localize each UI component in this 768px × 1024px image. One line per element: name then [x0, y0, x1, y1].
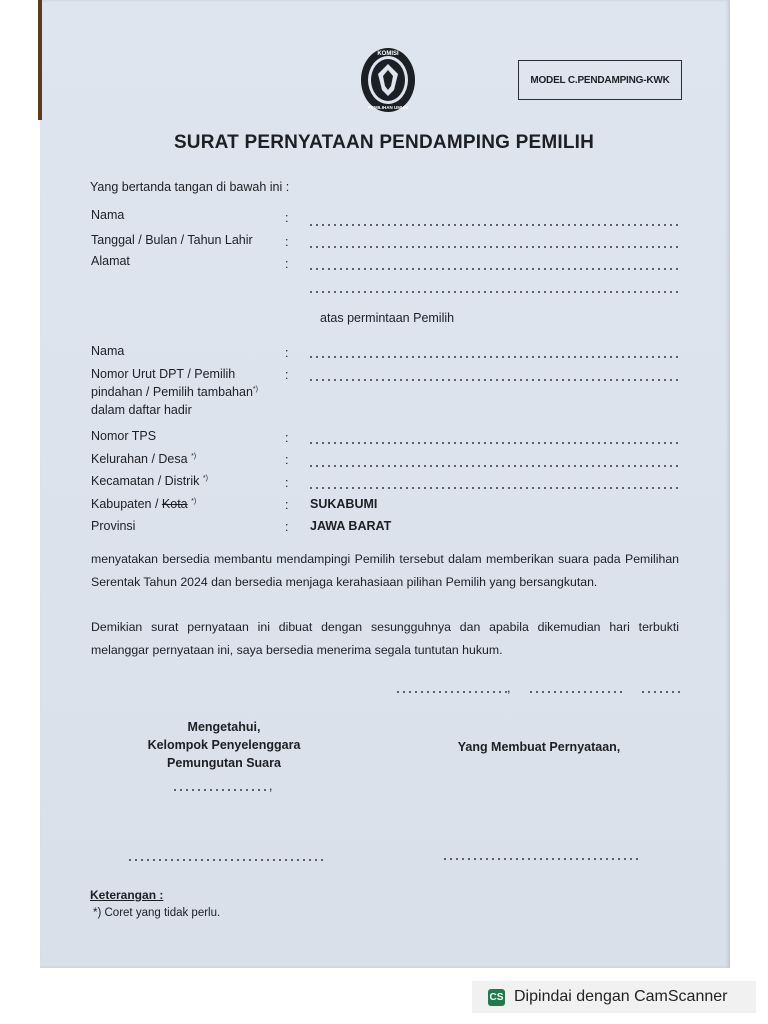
colon: : — [285, 346, 289, 360]
footnote-mark: *) — [191, 497, 197, 505]
footnote-mark: *) — [202, 474, 208, 482]
left-date-dotline — [172, 789, 268, 791]
intro-text: Yang bertanda tangan di bawah ini : — [90, 180, 290, 194]
kota-struck: Kota — [161, 497, 188, 511]
field-label-ttl: Tanggal / Bulan / Tahun Lahir — [91, 233, 253, 247]
field-label-kabupaten — [91, 497, 196, 511]
logo-text-bottom: PEMILIHAN UMUM — [368, 105, 408, 110]
request-note: atas permintaan Pemilih — [320, 311, 455, 325]
keterangan-label: Keterangan : — [90, 888, 164, 902]
sig-left-line-3: Pemungutan Suara — [167, 756, 281, 770]
camscanner-logo-icon: CS — [488, 989, 505, 1006]
kpu-logo — [358, 46, 418, 114]
statement-paragraph-1: menyatakan bersedia membantu mendampingi Pemilih tersebut dalam memberikan suara pada Pemilihan Serentak Tahun 2024 dan bersedia menjaga kerahasiaan pilihan Pemilih yang bersangkutan. — [91, 552, 679, 589]
colon: : — [285, 368, 289, 382]
provinsi-value: JAWA BARAT — [310, 519, 392, 533]
keterangan-note: *) Coret yang tidak perlu. — [93, 907, 221, 919]
camscanner-watermark — [472, 981, 756, 1013]
sig-left-line-2: Kelompok Penyelenggara — [147, 738, 301, 752]
fill-line-nomor-urut — [308, 379, 678, 381]
kabupaten-value: SUKABUMI — [310, 497, 378, 511]
field-label-nomor-urut-2 — [91, 385, 258, 399]
footnote-mark: *) — [252, 385, 258, 393]
document-title: SURAT PERNYATAAN PENDAMPING PEMILIH — [173, 132, 595, 153]
fill-line-kelurahan — [308, 465, 678, 467]
camscanner-text: Dipindai dengan CamScanner — [514, 988, 728, 1005]
colon: : — [285, 235, 289, 249]
colon: : — [285, 476, 289, 490]
fill-line-tps — [308, 442, 678, 444]
statement-paragraph-2: Demikian surat pernyataan ini dibuat dengan sesungguhnya dan apabila dikemudian hari terbukti melanggar pernyataan ini, saya bersedia menerima segala tuntutan hukum. — [91, 620, 679, 657]
signature-line-left — [127, 859, 323, 861]
kelurahan-text: Kelurahan / Desa — [91, 452, 188, 466]
colon: : — [285, 431, 289, 445]
field-label-nama: Nama — [91, 208, 125, 222]
field-label-nomor-urut-1: Nomor Urut DPT / Pemilih — [91, 367, 236, 381]
field-label-nomor-tps: Nomor TPS — [91, 429, 157, 443]
date-dotline-1 — [528, 691, 626, 693]
signature-right-heading: Yang Membuat Pernyataan, — [457, 740, 621, 754]
place-dotline — [395, 691, 507, 693]
field-label-nomor-urut-3: dalam daftar hadir — [91, 403, 192, 417]
fill-line-kecamatan — [308, 487, 678, 489]
fill-line-nama-pemilih — [308, 356, 678, 358]
signature-left-heading — [124, 718, 324, 772]
sig-left-line-1: Mengetahui, — [187, 720, 261, 734]
field-label-nama-pemilih: Nama — [91, 344, 125, 358]
kecamatan-text: Kecamatan / Distrik — [91, 474, 200, 488]
fill-line-alamat-1 — [308, 268, 678, 270]
field-label-alamat: Alamat — [91, 254, 130, 268]
field-label-kelurahan — [91, 452, 196, 466]
colon: : — [285, 257, 289, 271]
fill-line-nama — [308, 224, 678, 226]
desk-edge — [38, 0, 42, 120]
left-date-comma: , — [269, 779, 273, 793]
field-label-provinsi: Provinsi — [91, 519, 136, 533]
model-label: MODEL C.PENDAMPING-KWK — [530, 74, 670, 86]
colon: : — [285, 453, 289, 467]
place-comma: , — [507, 681, 511, 695]
colon: : — [285, 498, 289, 512]
date-dotline-2 — [640, 691, 680, 693]
colon: : — [285, 520, 289, 534]
fill-line-ttl — [308, 246, 678, 248]
signature-line-right — [442, 858, 638, 860]
colon: : — [285, 211, 289, 225]
kabupaten-text: Kabupaten / — [91, 497, 162, 511]
fill-line-alamat-2 — [308, 291, 678, 293]
nomor-urut-line-2: pindahan / Pemilih tambahan — [91, 385, 253, 399]
field-label-kecamatan — [91, 474, 208, 488]
footnote-mark: *) — [191, 452, 197, 460]
model-label-box — [518, 60, 682, 100]
logo-text-top: KOMISI — [377, 51, 399, 57]
